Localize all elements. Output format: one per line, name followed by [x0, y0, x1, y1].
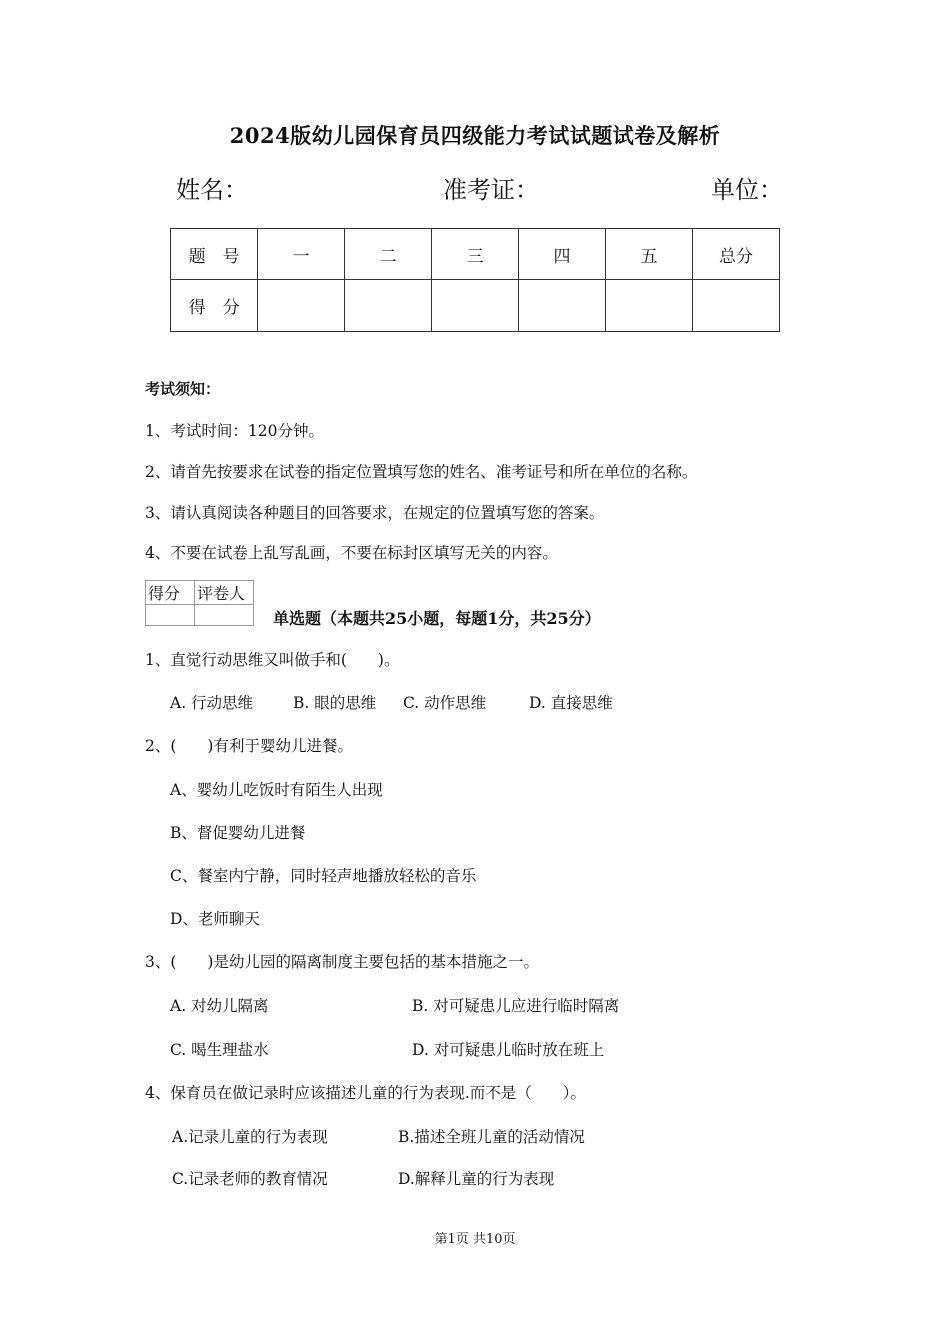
- question-stem: 4、保育员在做记录时应该描述儿童的行为表现.而不是（ ）。: [145, 1084, 587, 1102]
- ticket-field-label: 准考证：: [443, 176, 539, 204]
- score-table-header-row: [171, 229, 780, 280]
- score-table-score-row: [171, 280, 780, 332]
- unit-field-label: 单位：: [711, 176, 783, 204]
- question-option: A. 行动思维: [170, 694, 254, 712]
- score-entry-cell[interactable]: [692, 280, 779, 332]
- question-option: C.记录老师的教育情况: [172, 1170, 328, 1188]
- notes-item: 2、请首先按要求在试卷的指定位置填写您的姓名、准考证号和所在单位的名称。: [145, 463, 698, 481]
- document-title: 2024版幼儿园保育员四级能力考试试题试卷及解析: [229, 123, 721, 148]
- score-header-cell: 三: [432, 229, 519, 280]
- score-header-cell: 总分: [692, 229, 779, 280]
- question-option: A、婴幼儿吃饭时有陌生人出现: [170, 781, 383, 799]
- question-stem: 3、( )是幼儿园的隔离制度主要包括的基本措施之一。: [145, 953, 539, 971]
- score-entry-cell[interactable]: [345, 280, 432, 332]
- question-option: A. 对幼儿隔离: [170, 997, 269, 1015]
- grader-box: [145, 580, 254, 626]
- question-option: B. 眼的思维: [293, 694, 377, 712]
- question-option: D. 直接思维: [529, 694, 613, 712]
- score-header-cell: 五: [606, 229, 693, 280]
- score-entry-cell[interactable]: [519, 280, 606, 332]
- score-entry-cell[interactable]: [258, 280, 345, 332]
- question-option: A.记录儿童的行为表现: [172, 1128, 328, 1146]
- score-row-label: 得 分: [171, 280, 258, 332]
- page-footer: 第1页 共10页: [434, 1232, 516, 1247]
- score-header-cell: 四: [519, 229, 606, 280]
- grader-name-label: 评卷人: [195, 581, 254, 605]
- question-stem: 1、直觉行动思维又叫做手和( )。: [145, 651, 400, 669]
- notes-item: 3、请认真阅读各种题目的回答要求，在规定的位置填写您的答案。: [145, 504, 605, 522]
- grader-score-cell[interactable]: [146, 605, 195, 626]
- notes-item: 1、考试时间：120分钟。: [145, 422, 324, 440]
- section-heading: 单选题（本题共25小题，每题1分，共25分）: [273, 609, 601, 628]
- question-option: D、老师聊天: [170, 910, 260, 928]
- score-header-cell: 二: [345, 229, 432, 280]
- name-field-label: 姓名：: [176, 176, 248, 204]
- notes-item: 4、不要在试卷上乱写乱画，不要在标封区填写无关的内容。: [145, 544, 558, 562]
- score-entry-cell[interactable]: [606, 280, 693, 332]
- score-table: [170, 228, 780, 332]
- score-header-cell: 一: [258, 229, 345, 280]
- question-option: C. 动作思维: [403, 694, 487, 712]
- question-option: B.描述全班儿童的活动情况: [398, 1128, 585, 1146]
- question-option: C、餐室内宁静，同时轻声地播放轻松的音乐: [170, 867, 477, 885]
- question-stem: 2、( )有利于婴幼儿进餐。: [145, 737, 353, 755]
- question-option: B、督促婴幼儿进餐: [170, 824, 306, 842]
- grader-name-cell[interactable]: [195, 605, 254, 626]
- notes-heading: 考试须知：: [145, 380, 221, 398]
- score-entry-cell[interactable]: [432, 280, 519, 332]
- question-option: D. 对可疑患儿临时放在班上: [412, 1041, 605, 1059]
- question-option: C. 喝生理盐水: [170, 1041, 269, 1059]
- question-option: D.解释儿童的行为表现: [398, 1170, 555, 1188]
- score-header-cell: 题 号: [171, 229, 258, 280]
- grader-score-label: 得分: [146, 581, 195, 605]
- question-option: B. 对可疑患儿应进行临时隔离: [412, 997, 620, 1015]
